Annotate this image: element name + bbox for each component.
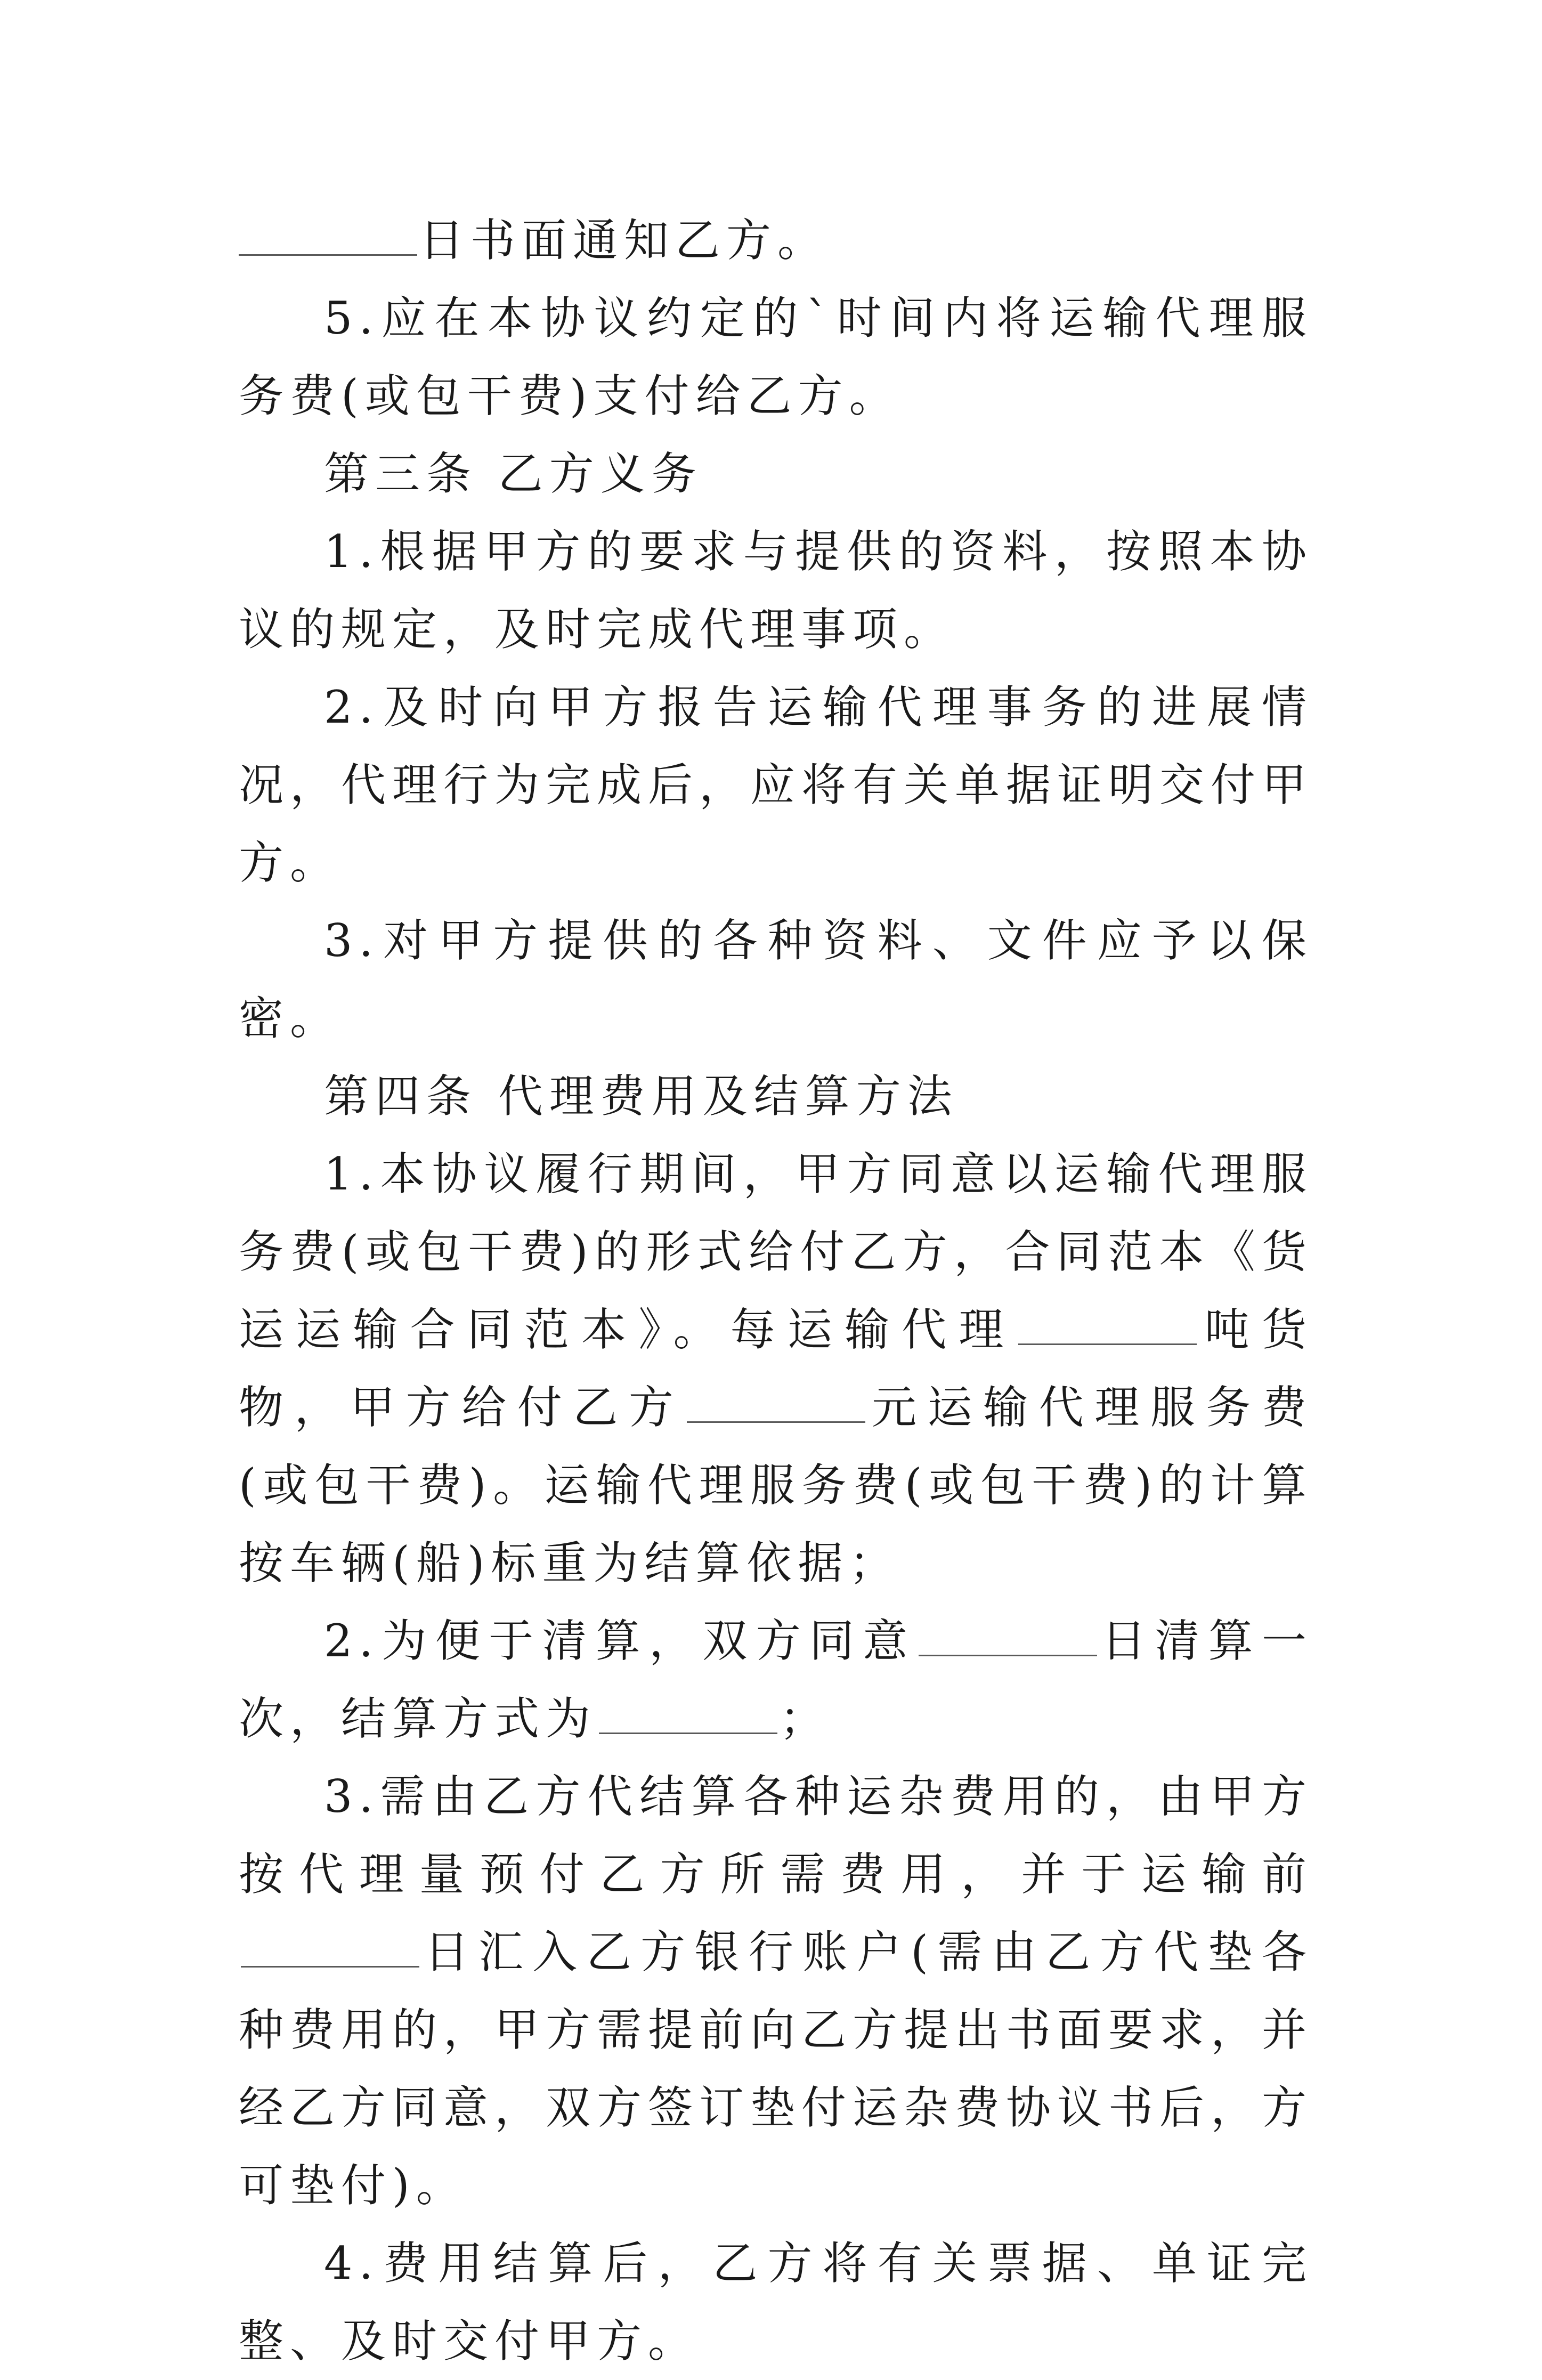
paragraph-text: ； [780,1693,831,1745]
fill-blank-amount [687,1384,865,1423]
paragraph-text: 2.为便于清算，双方同意 [324,1615,916,1667]
paragraph-clause-3-2: 2.及时向甲方报告运输代理事务的进展情况，代理行为完成后，应将有关单据证明交付甲方。 [239,681,1313,889]
paragraph-text: 日书面通知乙方。 [419,214,829,266]
section-heading-article-4: 第四条 代理费用及结算方法 [324,1070,959,1122]
paragraph-text: 吨货物，甲方给付乙方 [239,1304,1313,1434]
fill-blank-settlement-method [599,1695,777,1734]
paragraph-clause-4-1 [239,1135,1313,1602]
section-heading-article-3: 第三条 乙方义务 [324,448,703,500]
paragraph-text: 元运输代理服务费(或包干费)。运输代理服务费(或包干费)的计算按车辆(船)标重为结算依据； [239,1381,1313,1589]
fill-blank-settlement-days [919,1617,1097,1656]
paragraph-text: 1.本协议履行期间，甲方同意以运输代理服务费(或包干费)的形式给付乙方，合同范本《货运运输合同范本》。每运输代理 [239,1148,1313,1356]
fill-blank-prepay-days [241,1929,419,1968]
paragraph-text: 日清算一次，结算方式为 [239,1615,1313,1745]
paragraph-text: 3.需由乙方代结算各种运杂费用的，由甲方按代理量预付乙方所需费用，并于运输前 [239,1770,1313,1900]
paragraph-clause-5: 5.应在本协议约定的`时间内将运输代理服务费(或包干费)支付给乙方。 [239,292,1313,422]
paragraph-clause-4-4: 4.费用结算后，乙方将有关票据、单证完整、及时交付甲方。 [239,2237,1313,2367]
paragraph-clause-3-3: 3.对甲方提供的各种资料、文件应予以保密。 [239,914,1313,1045]
paragraph-continuation [239,201,1313,279]
fill-blank [239,217,417,256]
paragraph-text: 日汇入乙方银行账户(需由乙方代垫各种费用的，甲方需提前向乙方提出书面要求，并经乙方同意，双方签订垫付运杂费协议书后，方可垫付)。 [239,1926,1313,2212]
document-body [239,201,1313,2380]
fill-blank-tonnage [1018,1306,1197,1345]
paragraph-clause-4-2 [239,1602,1313,1758]
paragraph-clause-3-1: 1.根据甲方的要求与提供的资料，按照本协议的规定，及时完成代理事项。 [239,525,1313,655]
paragraph-clause-4-3 [239,1758,1313,2224]
